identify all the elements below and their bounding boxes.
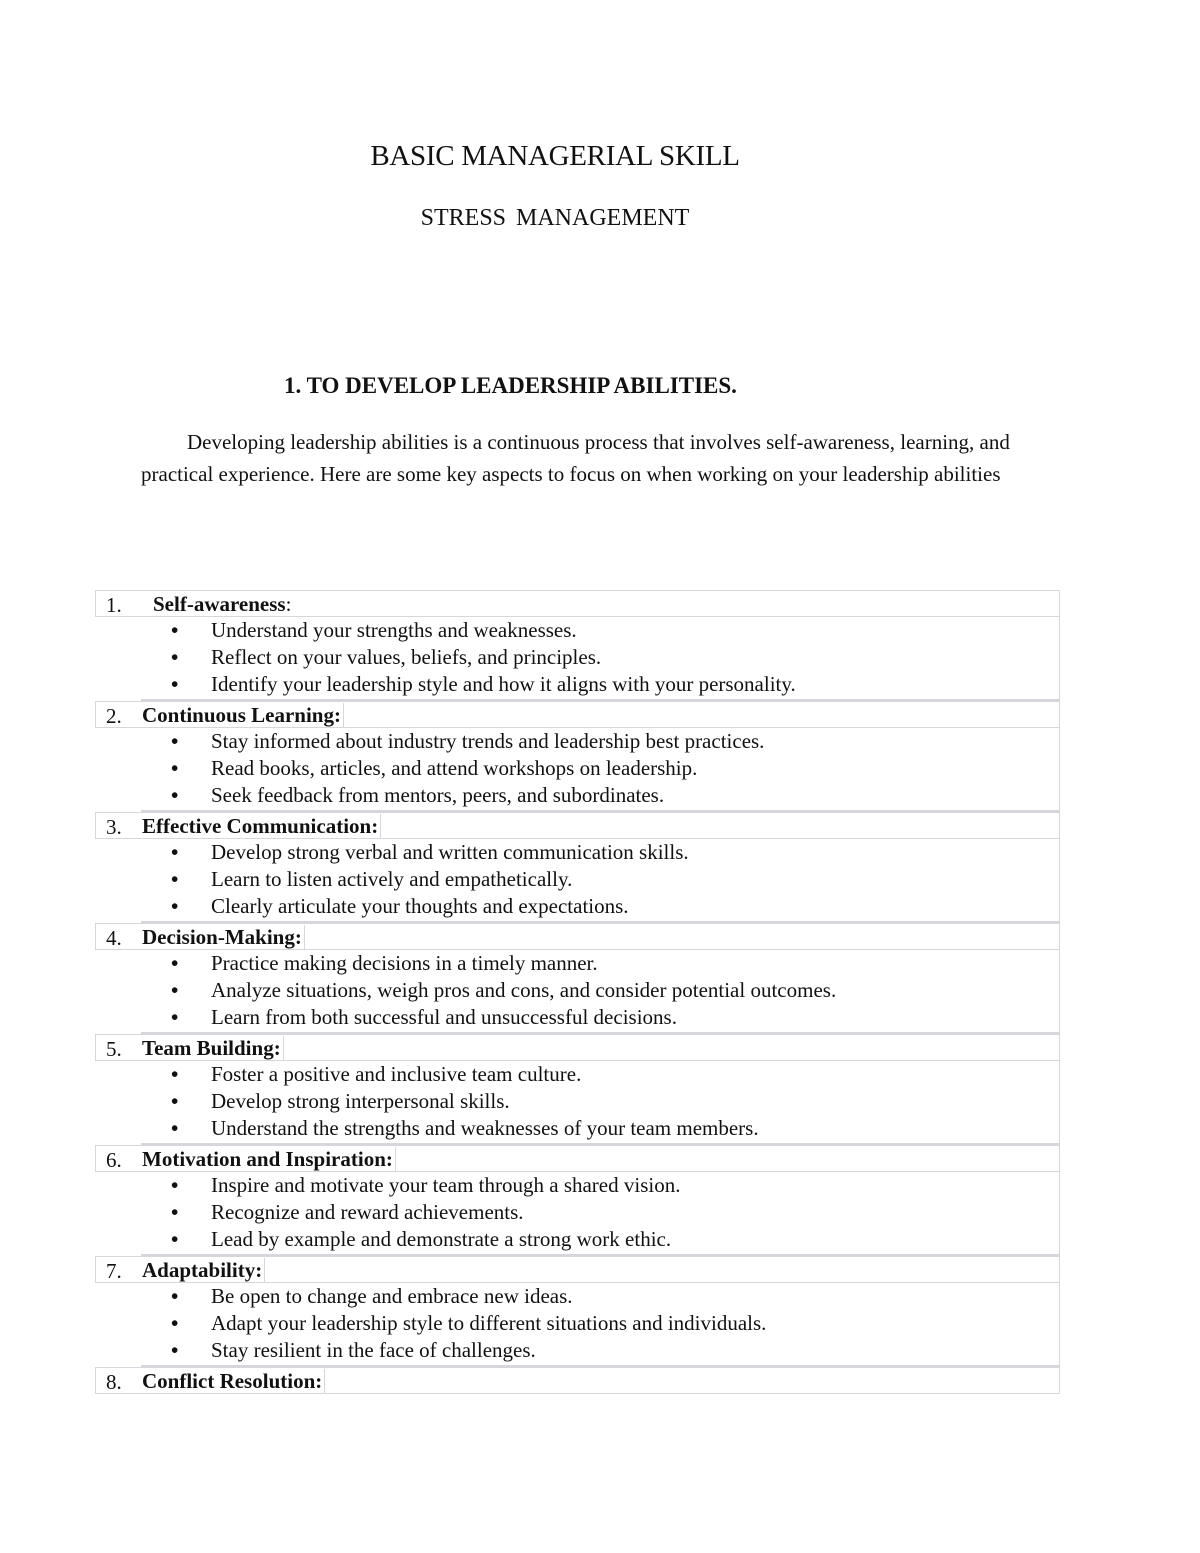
skill-number: 1. [106,593,122,617]
skill-header [95,1145,1060,1172]
skill-number: 8. [106,1370,122,1394]
skill-number: 6. [106,1148,122,1172]
bullet-item: • Stay resilient in the face of challenges. [141,1337,1059,1364]
section-heading: 1. TO DEVELOP LEADERSHIP ABILITIES. [284,373,737,398]
bullet-item: • Be open to change and embrace new ideas. [141,1283,1059,1310]
skill-item [95,812,1060,923]
skill-bullets [141,839,1060,923]
skill-item [95,1367,1060,1394]
bullet-item: • Understand your strengths and weaknesses. [141,617,1059,644]
bullet-item: • Develop strong verbal and written communication skills. [141,839,1059,866]
skill-number: 2. [106,704,122,728]
skill-title: Continuous Learning: [142,703,344,728]
skill-item [95,590,1060,701]
bullet-item: • Practice making decisions in a timely manner. [141,950,1059,977]
skill-header [95,812,1060,839]
skill-title: Effective Communication: [142,814,381,839]
skill-title-suffix: : [285,592,292,616]
skill-header [95,590,1060,617]
skill-bullets [141,617,1060,701]
skill-bullets [141,728,1060,812]
skill-number: 5. [106,1037,122,1061]
bullet-item: • Clearly articulate your thoughts and expectations. [141,893,1059,920]
skill-title: Decision-Making: [142,925,305,950]
bullet-item: • Analyze situations, weigh pros and cons, and consider potential outcomes. [141,977,1059,1004]
skill-title-text: Self-awareness [153,592,286,616]
skill-header [95,701,1060,728]
skill-title: Adaptability: [142,1258,265,1283]
skill-number: 7. [106,1259,122,1283]
bullet-item: • Foster a positive and inclusive team culture. [141,1061,1059,1088]
skills-list [95,590,1060,1394]
skill-number: 4. [106,926,122,950]
bullet-item: • Lead by example and demonstrate a strong work ethic. [141,1226,1059,1253]
bullet-item: • Learn to listen actively and empathetically. [141,866,1059,893]
skill-item [95,923,1060,1034]
skill-item [95,1145,1060,1256]
skill-header [95,923,1060,950]
skill-bullets [141,1172,1060,1256]
skill-header [95,1256,1060,1283]
skill-number: 3. [106,815,122,839]
intro-paragraph: Developing leadership abilities is a continuous process that involves self-awareness, learning, and practical experience. Here are some key aspects to focus on when working on your leadership abilities [141,430,1010,486]
bullet-item: • Inspire and motivate your team through a shared vision. [141,1172,1059,1199]
skill-bullets [141,1283,1060,1367]
bullet-item: • Develop strong interpersonal skills. [141,1088,1059,1115]
bullet-item: • Learn from both successful and unsuccessful decisions. [141,1004,1059,1031]
skill-title: Conflict Resolution: [142,1369,325,1394]
skill-title: Motivation and Inspiration: [142,1147,396,1172]
skill-bullets [141,950,1060,1034]
bullet-item: • Seek feedback from mentors, peers, and subordinates. [141,782,1059,809]
bullet-item: • Understand the strengths and weaknesses of your team members. [141,1115,1059,1142]
skill-header [95,1367,1060,1394]
bullet-item: • Identify your leadership style and how it aligns with your personality. [141,671,1059,698]
bullet-item: • Adapt your leadership style to different situations and individuals. [141,1310,1059,1337]
skill-item [95,1256,1060,1367]
bullet-item: • Read books, articles, and attend workshops on leadership. [141,755,1059,782]
skill-header [95,1034,1060,1061]
skill-item [95,701,1060,812]
skill-title [153,592,293,617]
skill-title: Team Building: [142,1036,284,1061]
document-title: BASIC MANAGERIAL SKILL [370,140,740,172]
bullet-item: • Reflect on your values, beliefs, and principles. [141,644,1059,671]
skill-bullets [141,1061,1060,1145]
document-subtitle: STRESS MANAGEMENT [420,205,690,231]
bullet-item: • Stay informed about industry trends and leadership best practices. [141,728,1059,755]
bullet-item: • Recognize and reward achievements. [141,1199,1059,1226]
skill-item [95,1034,1060,1145]
